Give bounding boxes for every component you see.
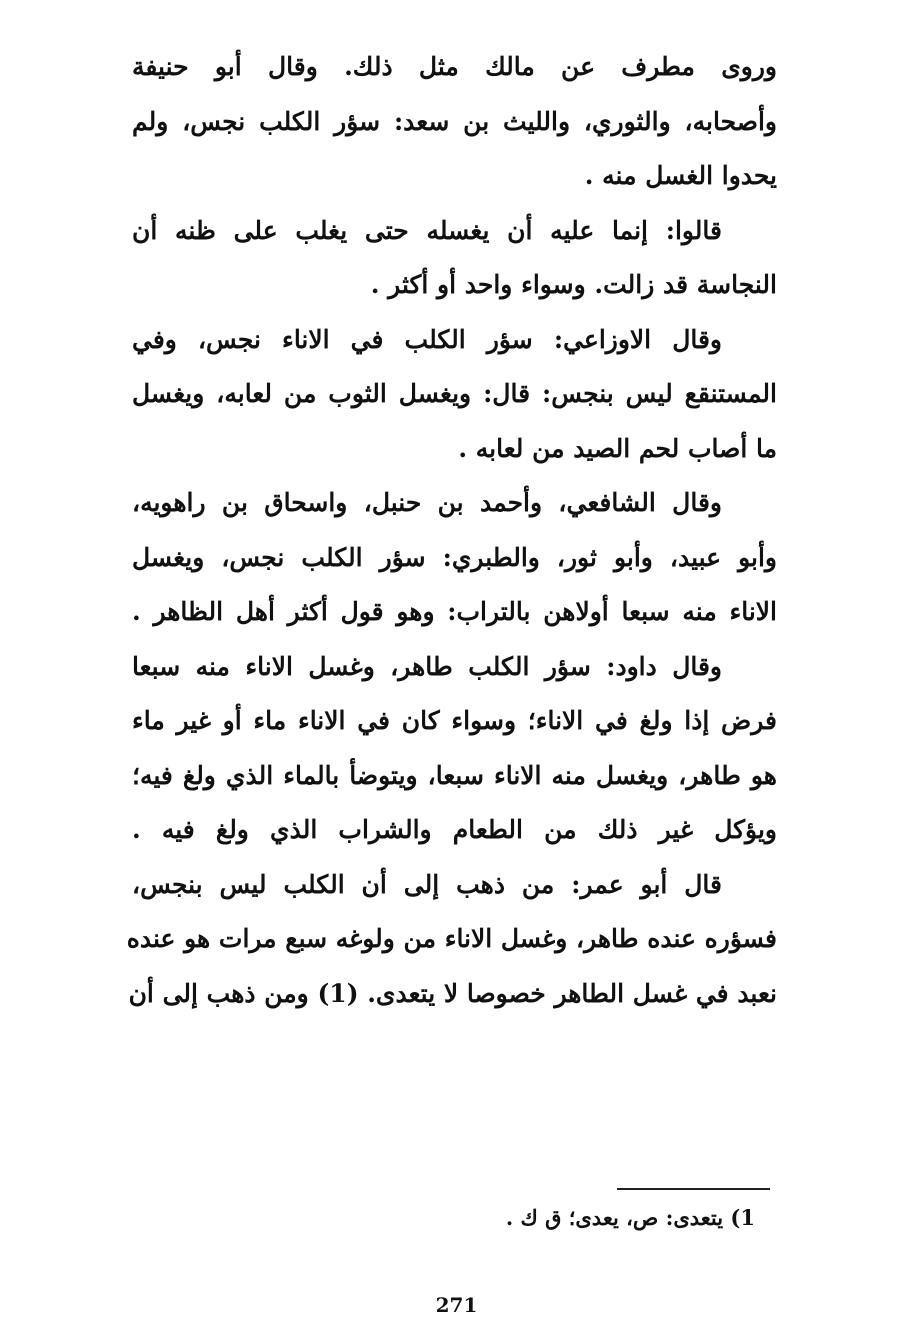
footnote-divider xyxy=(617,1188,770,1190)
text-line: فرض إذا ولغ في الاناء؛ وسواء كان في الاناء ماء أو غير ماء xyxy=(132,706,777,735)
text-line: وأصحابه، والثوري، والليث بن سعد: سؤر الكلب نجس، ولم xyxy=(132,106,777,136)
page-number: 271 xyxy=(435,1293,478,1317)
text-line: ويؤكل غير ذلك من الطعام والشراب الذي ولغ فيه . xyxy=(132,815,777,844)
footnote: 1) يتعدى: ص، يعدى؛ ق ك . xyxy=(505,1205,755,1230)
main-text xyxy=(126,40,777,1021)
text-line: الاناء منه سبعا أولاهن بالتراب: وهو قول أكثر أهل الظاهر . xyxy=(132,597,777,626)
text-line: قال أبو عمر: من ذهب إلى أن الكلب ليس بنجس، xyxy=(132,869,722,899)
text-line: قالوا: إنما عليه أن يغسله حتى يغلب على ظنه أن xyxy=(132,215,722,245)
text-line: النجاسة قد زالت. وسواء واحد أو أكثر . xyxy=(370,270,777,299)
text-line: وأبو عبيد، وأبو ثور، والطبري: سؤر الكلب نجس، ويغسل xyxy=(132,542,777,572)
text-line: نعبد في غسل الطاهر خصوصا لا يتعدى. (1) ومن ذهب إلى أن xyxy=(128,978,777,1008)
text-line: هو طاهر، ويغسل منه الاناء سبعا، ويتوضأ بالماء الذي ولغ فيه؛ xyxy=(132,760,777,790)
text-line: فسؤره عنده طاهر، وغسل الاناء من ولوغه سبع مرات هو عنده xyxy=(126,924,777,953)
text-line: وقال الشافعي، وأحمد بن حنبل، واسحاق بن راهويه، xyxy=(132,488,722,517)
text-line: وقال الاوزاعي: سؤر الكلب في الاناء نجس، وفي xyxy=(132,324,722,354)
text-line: وروى مطرف عن مالك مثل ذلك. وقال أبو حنيفة xyxy=(132,52,777,81)
text-line: يحدوا الغسل منه . xyxy=(584,161,777,190)
text-line: ما أصاب لحم الصيد من لعابه . xyxy=(458,433,777,463)
text-line: المستنقع ليس بنجس: قال: ويغسل الثوب من لعابه، ويغسل xyxy=(132,379,777,408)
text-line: وقال داود: سؤر الكلب طاهر، وغسل الاناء منه سبعا xyxy=(132,651,722,681)
